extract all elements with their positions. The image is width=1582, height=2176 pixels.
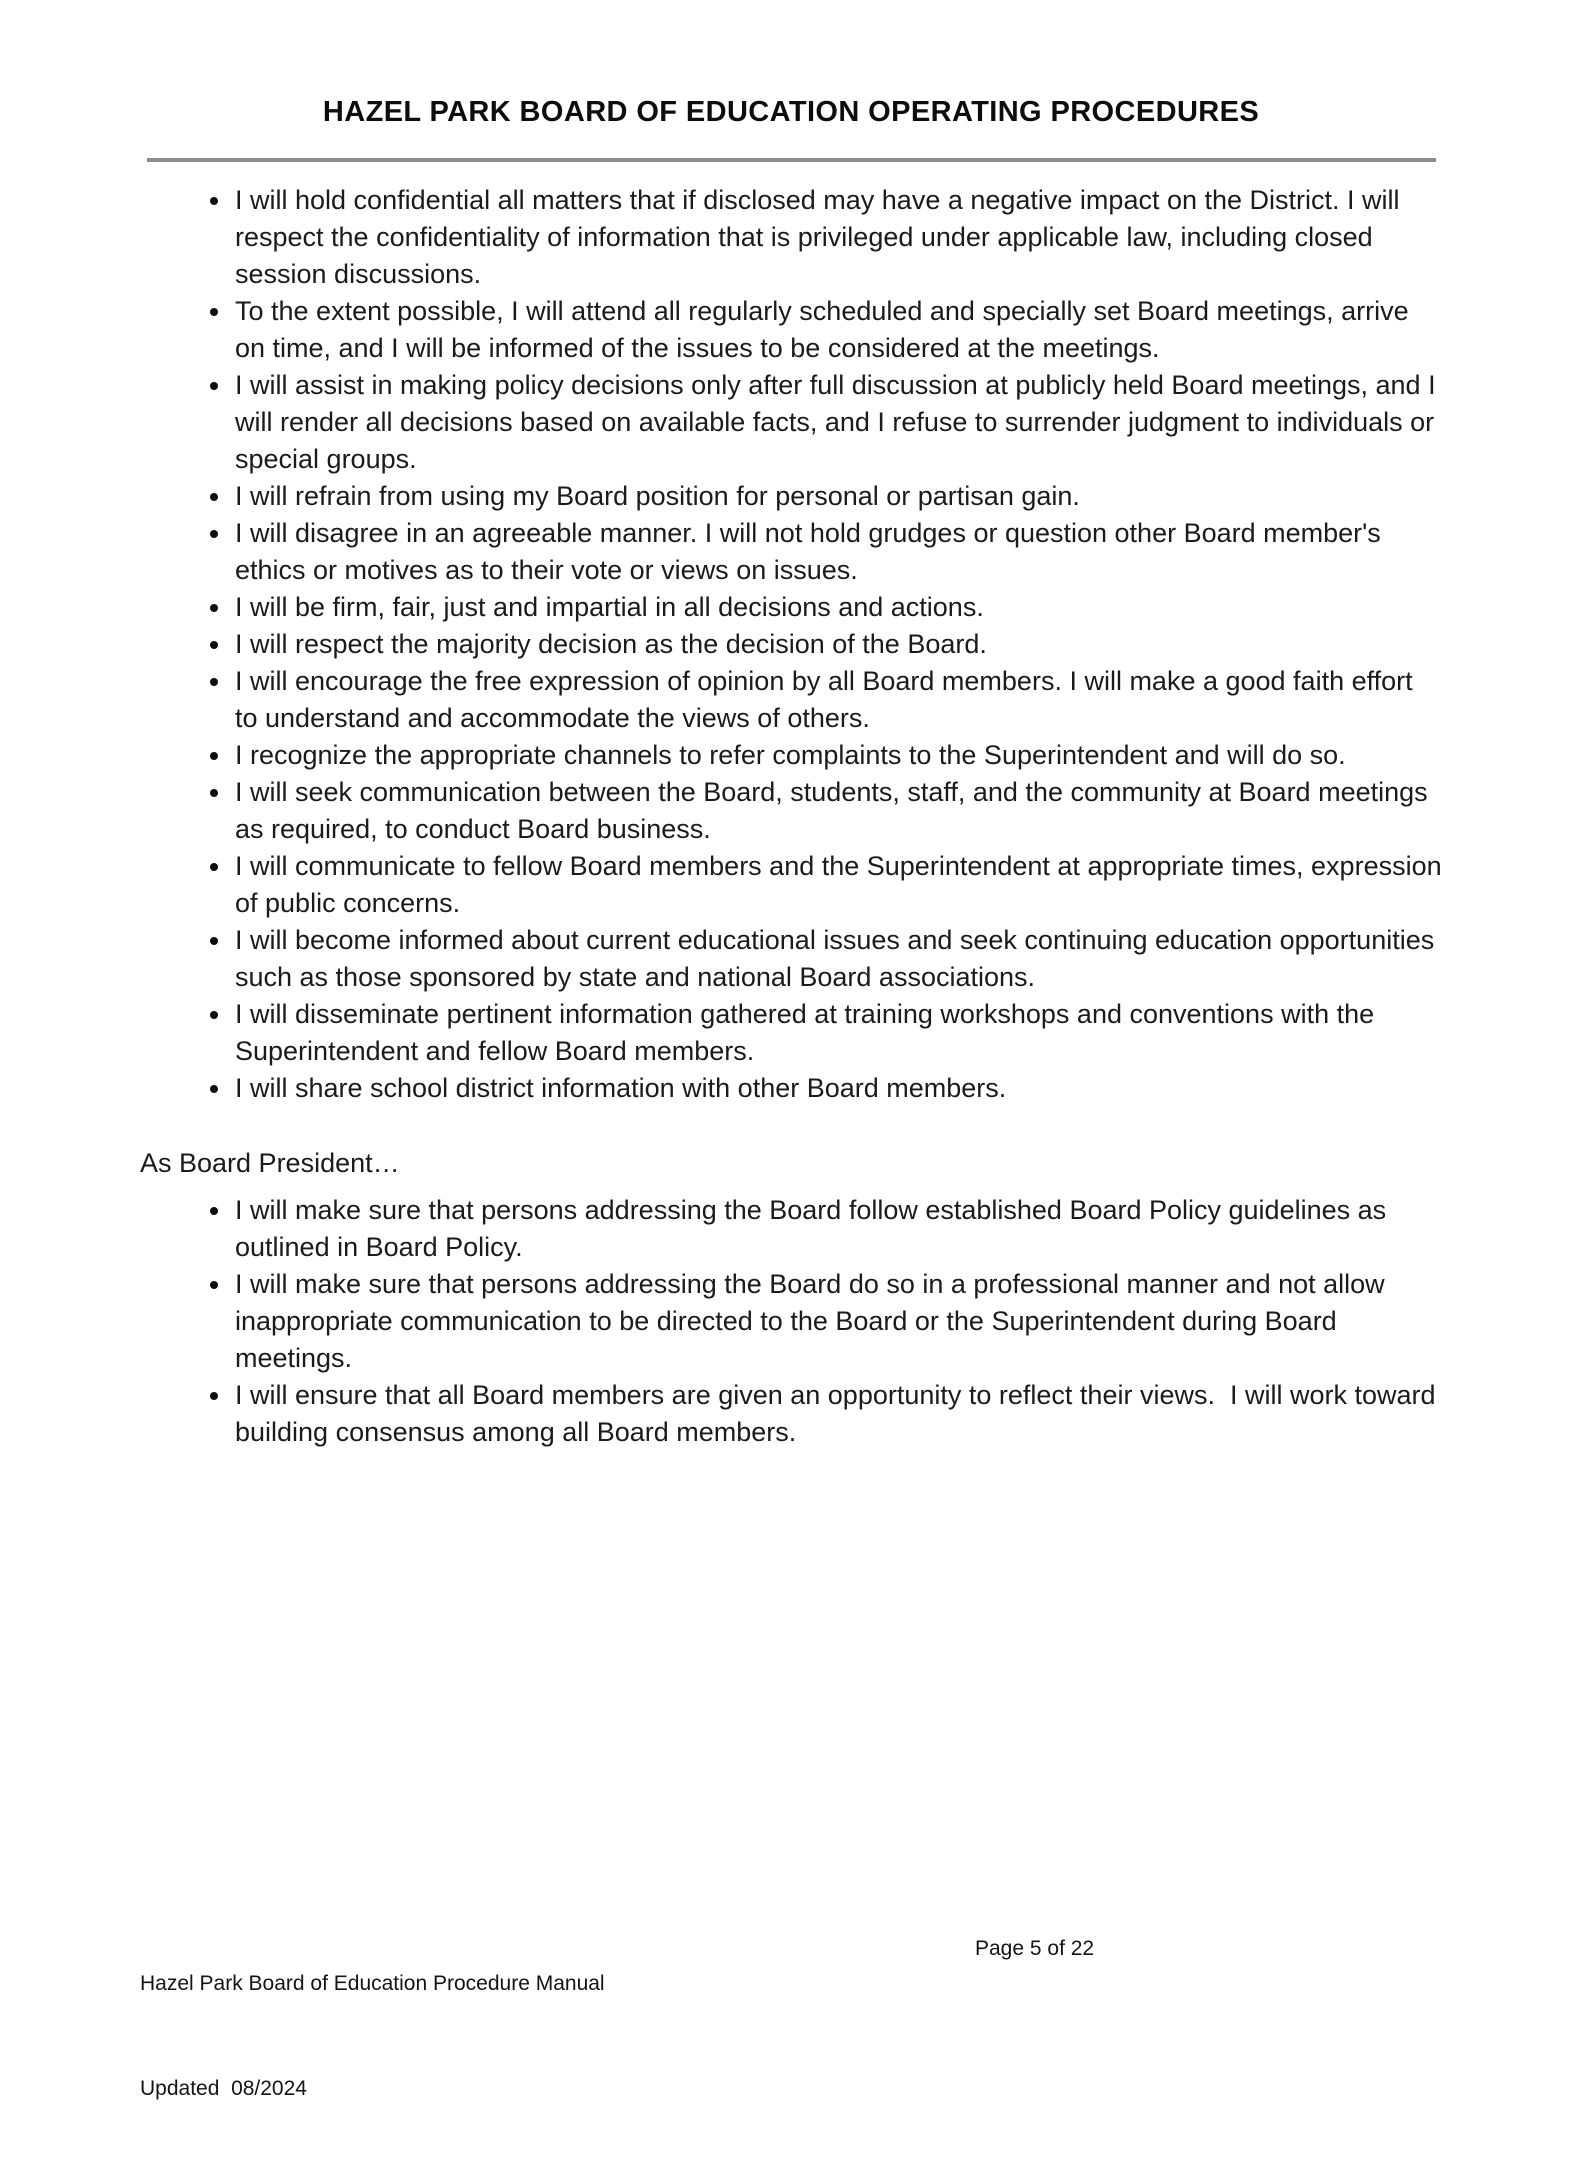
list-item: • I will respect the majority decision as the decision of the Board. <box>233 626 1442 663</box>
document-body <box>140 182 1450 1451</box>
list-item: • I will refrain from using my Board position for personal or partisan gain. <box>233 478 1442 515</box>
list-item: • I will become informed about current educational issues and seek continuing education opportunities such as those sponsored by state and national Board associations. <box>233 922 1442 996</box>
footer-page-number: Page 5 of 22 <box>975 1937 1095 1960</box>
page-title: HAZEL PARK BOARD OF EDUCATION OPERATING PROCEDURES <box>322 96 1260 128</box>
code-of-conduct-list <box>140 182 1450 1107</box>
list-item: • I will seek communication between the Board, students, staff, and the community at Board meetings as required, to conduct Board business. <box>233 774 1442 848</box>
list-item: • I will share school district information with other Board members. <box>233 1070 1442 1107</box>
list-item: • I will hold confidential all matters that if disclosed may have a negative impact on the District. I will respect the confidentiality of information that is privileged under applicable law, including closed session discussions. <box>233 182 1442 293</box>
list-item: • I will ensure that all Board members are given an opportunity to reflect their views. I will work toward building consensus among all Board members. <box>233 1377 1442 1451</box>
list-item: • I will make sure that persons addressing the Board do so in a professional manner and not allow inappropriate communication to be directed to the Board or the Superintendent during Board meetings. <box>233 1266 1442 1377</box>
footer-updated-date: Updated 08/2024 <box>140 2077 307 2100</box>
list-item: • I will make sure that persons addressing the Board follow established Board Policy guidelines as outlined in Board Policy. <box>233 1192 1442 1266</box>
board-president-heading: As Board President… <box>140 1148 400 1178</box>
list-item: • I recognize the appropriate channels to refer complaints to the Superintendent and will do so. <box>233 737 1442 774</box>
footer-manual-title: Hazel Park Board of Education Procedure Manual <box>140 1972 605 1995</box>
footer-left-block <box>140 1896 605 2176</box>
board-president-list <box>140 1192 1442 1451</box>
list-item: • I will assist in making policy decisions only after full discussion at publicly held Board meetings, and I will render all decisions based on available facts, and I refuse to surrender judgment to individuals or special groups. <box>233 367 1442 478</box>
list-item: • I will disagree in an agreeable manner. I will not hold grudges or question other Board member's ethics or motives as to their vote or views on issues. <box>233 515 1442 589</box>
header-divider-rule <box>147 158 1436 162</box>
list-item: • I will disseminate pertinent information gathered at training workshops and conventions with the Superintendent and fellow Board members. <box>233 996 1442 1070</box>
list-item: • To the extent possible, I will attend all regularly scheduled and specially set Board meetings, arrive on time, and I will be informed of the issues to be considered at the meetings. <box>233 293 1442 367</box>
list-item: • I will encourage the free expression of opinion by all Board members. I will make a good faith effort to understand and accommodate the views of others. <box>233 663 1442 737</box>
document-header <box>0 0 1582 162</box>
list-item: • I will communicate to fellow Board members and the Superintendent at appropriate times, expression of public concerns. <box>233 848 1442 922</box>
list-item: • I will be firm, fair, just and impartial in all decisions and actions. <box>233 589 1442 626</box>
